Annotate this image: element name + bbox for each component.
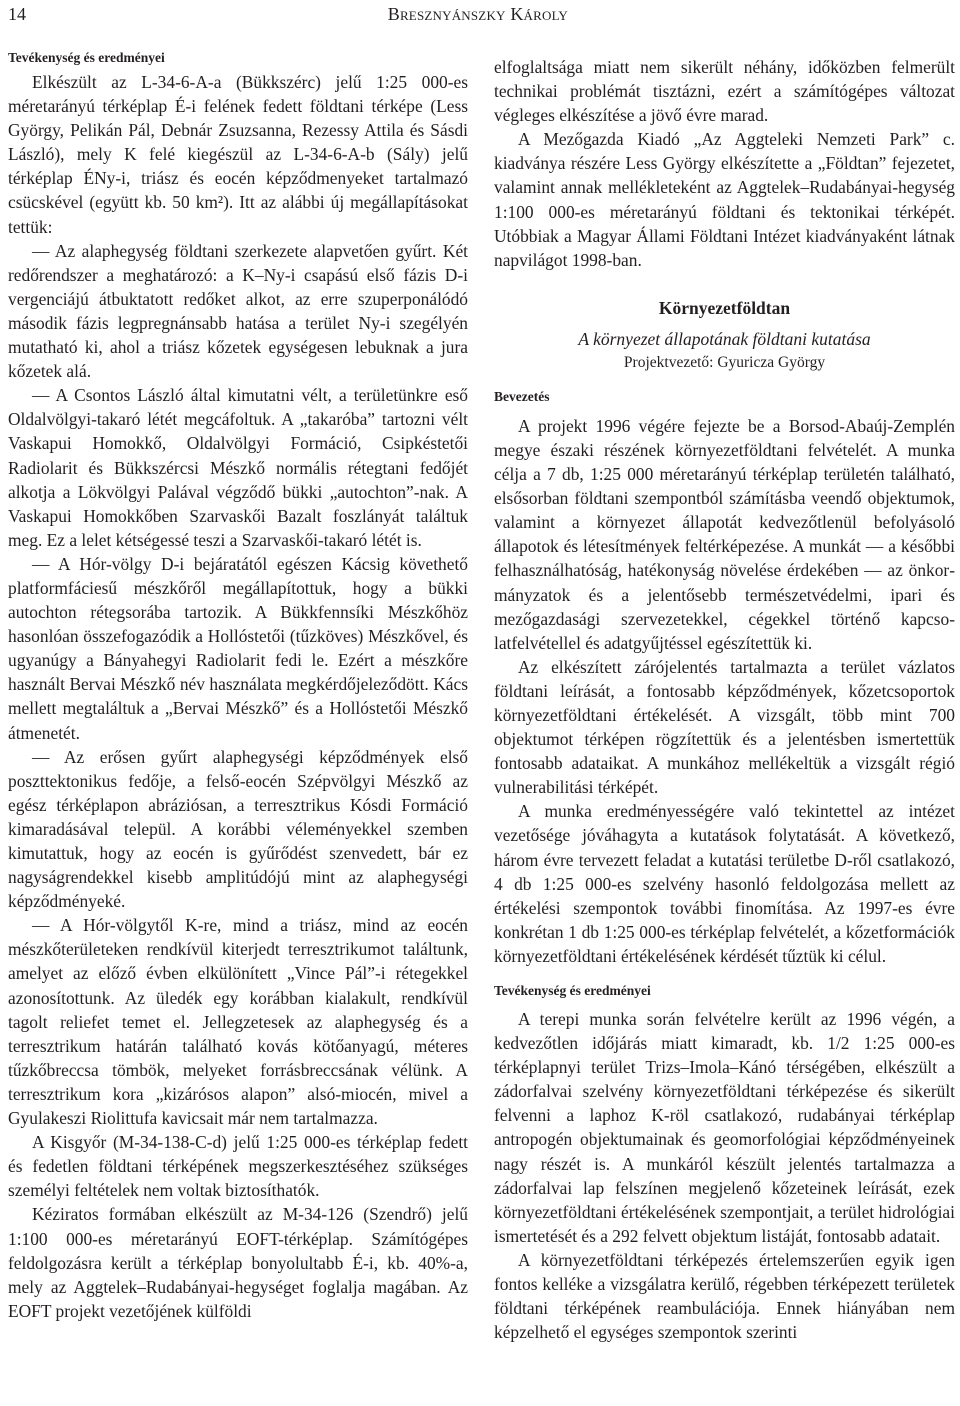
paragraph: — A Csontos László által kimutatni vélt, a területünkre eső Oldalvölgyi-takaró létét megcáfoltuk. A „takaróba” tartozni vélt Vaskapui Homokkő, Oldalvölgyi Formáció, Csipkéstetői Radiolarit és Bükkszércsi Mészkő normális rétegtani fedőjét alkotja a Lökvölgyi Palával végződő bükki „autochton”-nak. A Vaskapui Homokkőben Szarvaskői Bazalt foszlányát találtuk meg. Ez a lelet kétségessé teszi a Szarvaskői-takaró létét is. bbox=[8, 385, 468, 550]
page-header bbox=[8, 2, 952, 28]
paragraph: A Mezőgazda Kiadó „Az Aggteleki Nemzeti Park” c. kiadványa részére Less György elkészítette a „Földtan” fejezetet, valamint annak mellékleteként az Aggtelek–Rudabányai-hegység 1:100 000-es méretarányú földtani és tektonikai térképét. Utóbbiak a Magyar Állami Földtani Intézet kiadványaként látnak napvilágot 1998-ban. bbox=[494, 129, 955, 270]
paragraph: elfoglaltsága miatt nem sikerült néhány, időközben felmerült technikai problémát tisztázni, ezért a számítógépes változat végleges elkészítése a jövő évre marad. bbox=[494, 57, 955, 126]
paragraph: A munka eredményességére való tekintettel az intézet vezetősége jóváhagyta a kutatások folytatását. A következő, három évre tervezett feladat a kutatási területbe D-ről csatlakozó, 4 db 1:25 000-es szelvény hasonló feldolgozása mellett az értékelési szempontok további finomítása. Az 1997-es évre konkrétan 1 db 1:25 000-es térképlap felvételét, a kőzetformációk környezetföldtani értékelésének kérdését tűztük ki célul. bbox=[494, 801, 955, 966]
subsection-heading-introduction: Bevezetés bbox=[494, 388, 550, 404]
paragraph: A projekt 1996 végére fejezte be a Borsod-Abaúj-Zemplén megye északi részének környezetföldtani felvételét. A munka célja a 7 db, 1:25 000 méretarányú térképlap területén található, elsősorban földtani szempontból számításba veendő objektumok, valamint a környezet állapotát kedvezőtlenül befolyásoló állapotok és létesítmények feltérképezése. A munkát — a későbbi felhasználhatóság, hatékonyság növelése érdekében — az önkormányzatok és a jelentősebb természetvédelmi, ipari és mezőgazdasági szervezetekkel, cégekkel történő kapcsolatfelvétellel és adatgyűjtéssel egészítettük ki. bbox=[494, 415, 955, 653]
project-lead: Projektvezető: Gyuricza György bbox=[623, 353, 826, 371]
subsection-heading-activities: Tevékenység és eredményei bbox=[494, 983, 651, 998]
paragraph: Elkészült az L-34-6-A-a (Bükkszérc) jelű 1:25 000-es méretarányú térképlap É-i felének fedett földtani térképe (Less György, Pelikán Pál, Debnár Zsuzsanna, Rezessy Attila és Sásdi László), mely K felé kiegészül az L-34-6-A-b (Sály) jelű térképlap ÉNy-i, triász és eocén képződmenyeket tartalmazó csücskével (együtt kb. 50 km²). Itt az alábbi új megállapításokat tettük: bbox=[8, 72, 468, 237]
paragraph: — Az alaphegység földtani szerkezete alapvetően gyűrt. Két redőrendszer a meghatározó: a K–Ny-i csapású első fázis D-i vergenciájú átbuktatott redőket alkot, az erre szuperponálódó második fázis legpregnánsabb hatása a terület Ny-i szegélyén mutatható ki, ahol a triász kőzetek egységesen lebuknak a jura kőzetek alá. bbox=[8, 240, 468, 382]
left-column bbox=[8, 49, 468, 1323]
page-number: 14 bbox=[8, 4, 26, 24]
paragraph: — A Hór-völgy D-i bejáratától egészen Kácsig követhető platformfáciesű mészkőről megállapítottuk, hogy a bükki autochton rétegsorába tartozik. A Bükkfennsíki Mészkőhöz hasonlóan összefogazódik a Hollóstetői (tűzköves) Mészkővel, és ugyanúgy a Bányahegyi Radiolarit fedi le. Ezért a mészkőre használt Bervai Mészkő név használata megkérdőjeleződött. Kács mellett megtaláltuk a „Bervai Mészkő” és a Hollóstetői Mészkő átmenetét. bbox=[8, 553, 468, 743]
paragraph: Kéziratos formában elkészült az M-34-126 (Szendrő) jelű 1:100 000-es méretarányú EOFT-térképlap. Számítógépes feldolgozásra került a térképlap bonyolultabb É-i, kb. 40%-a, mely az Aggtelek–Rudabányai-hegységet foglalja magában. Az EOFT projekt vezetőjének külföldi bbox=[8, 1204, 468, 1321]
section-subtitle: A környezet állapotának földtani kutatása bbox=[578, 328, 871, 349]
paragraph: A terepi munka során felvételre került az 1996 végén, a kedvezőtlen időjárás miatt kimaradt, kb. 1/2 1:25 000-es térképlapnyi terület Trizs–Imola–Kánó térségében, elkészült a zádorfalvai szelvény környezetföldtani térképezése és sikerült felvenni a laphoz K-röl csatlakozó, rudabányai térképlap antropogén objektumainak és geomorfológiai képződményeinek nagy részét is. A munkáról készült jelentés tartalmazza a zádorfalvai lap felszínen megjelenő kőzeteinek leírását, ezek környezetföldtani értékelésének szempontjait, a terület hidrológiai ismertetését és a 292 felvett objektum listáját, fontosabb adatait. bbox=[494, 1009, 955, 1246]
paragraph: Az elkészített zárójelentés tartalmazta a terület vázlatos földtani leírását, a fontosabb képződmények, kőzetcsoportok környezetföldtani értékelését. A vizsgált, több mint 700 objektumot térképen rögzítettük és a jelentésben ismertettük fontosabb adataikat. A munkához mellékeltük a vizsgált régió vulnerabilitási térképét. bbox=[494, 656, 955, 798]
right-column bbox=[494, 49, 955, 1344]
section-title: Környezetföldtan bbox=[658, 297, 791, 318]
running-head-author: Bresznyánszky Károly bbox=[387, 4, 568, 24]
paragraph: — A Hór-völgytől K-re, mind a triász, mind az eocén mészkőterületeken rendkívül kiterjedt terresztrikumot találtunk, amelyet az előző évben elkülönített „Vince Pál”-i rétegekkel azonosítottunk. Az üledék egy korábban kialakult, rendkívül tagolt reliefet temet el. Jellegzetesek az alaphegység és a terresztrikum határán található kovás kötőanyagú, méteres tűzkőbreccsa tömbök, melyeket forrásbreccsának vélünk. A terresztrikum kora „kizárósos alapon” alsó-miocén, mivel a Gyulakeszi Riolittufa kavicsait már nem tartalmazza. bbox=[8, 915, 468, 1129]
paragraph: A Kisgyőr (M-34-138-C-d) jelű 1:25 000-es térképlap fedett és fedetlen földtani térképének megszerkesztéséhez szükséges személyi feltételek nem voltak biztosíthatók. bbox=[8, 1132, 468, 1201]
paragraph: A környezetföldtani térképezés értelemszerűen egyik igen fontos kelléke a vizsgálatra kerülő, régebben térképezett területek földtani térképének reambulációja. Ennek hiányában nem képzelhető el egységes szempontok szerinti bbox=[494, 1249, 955, 1343]
paragraph: — Az erősen gyűrt alaphegységi képződmények első poszttektonikus fedője, a felső-eocén Szépvölgyi Mészkő az egész térképlapon abráziósan, a terresztrikus Kósdi Formáció kimaradásával települ. A korábbi véleményekkel szemben kimutattuk, hogy az eocén is gyűrődést szenvedett, bár ez nagyságrendekkel kisebb amplitúdójú mint az alaphegységi képződményeké. bbox=[8, 746, 468, 912]
section-heading-activities: Tevékenység és eredményei bbox=[8, 50, 165, 65]
